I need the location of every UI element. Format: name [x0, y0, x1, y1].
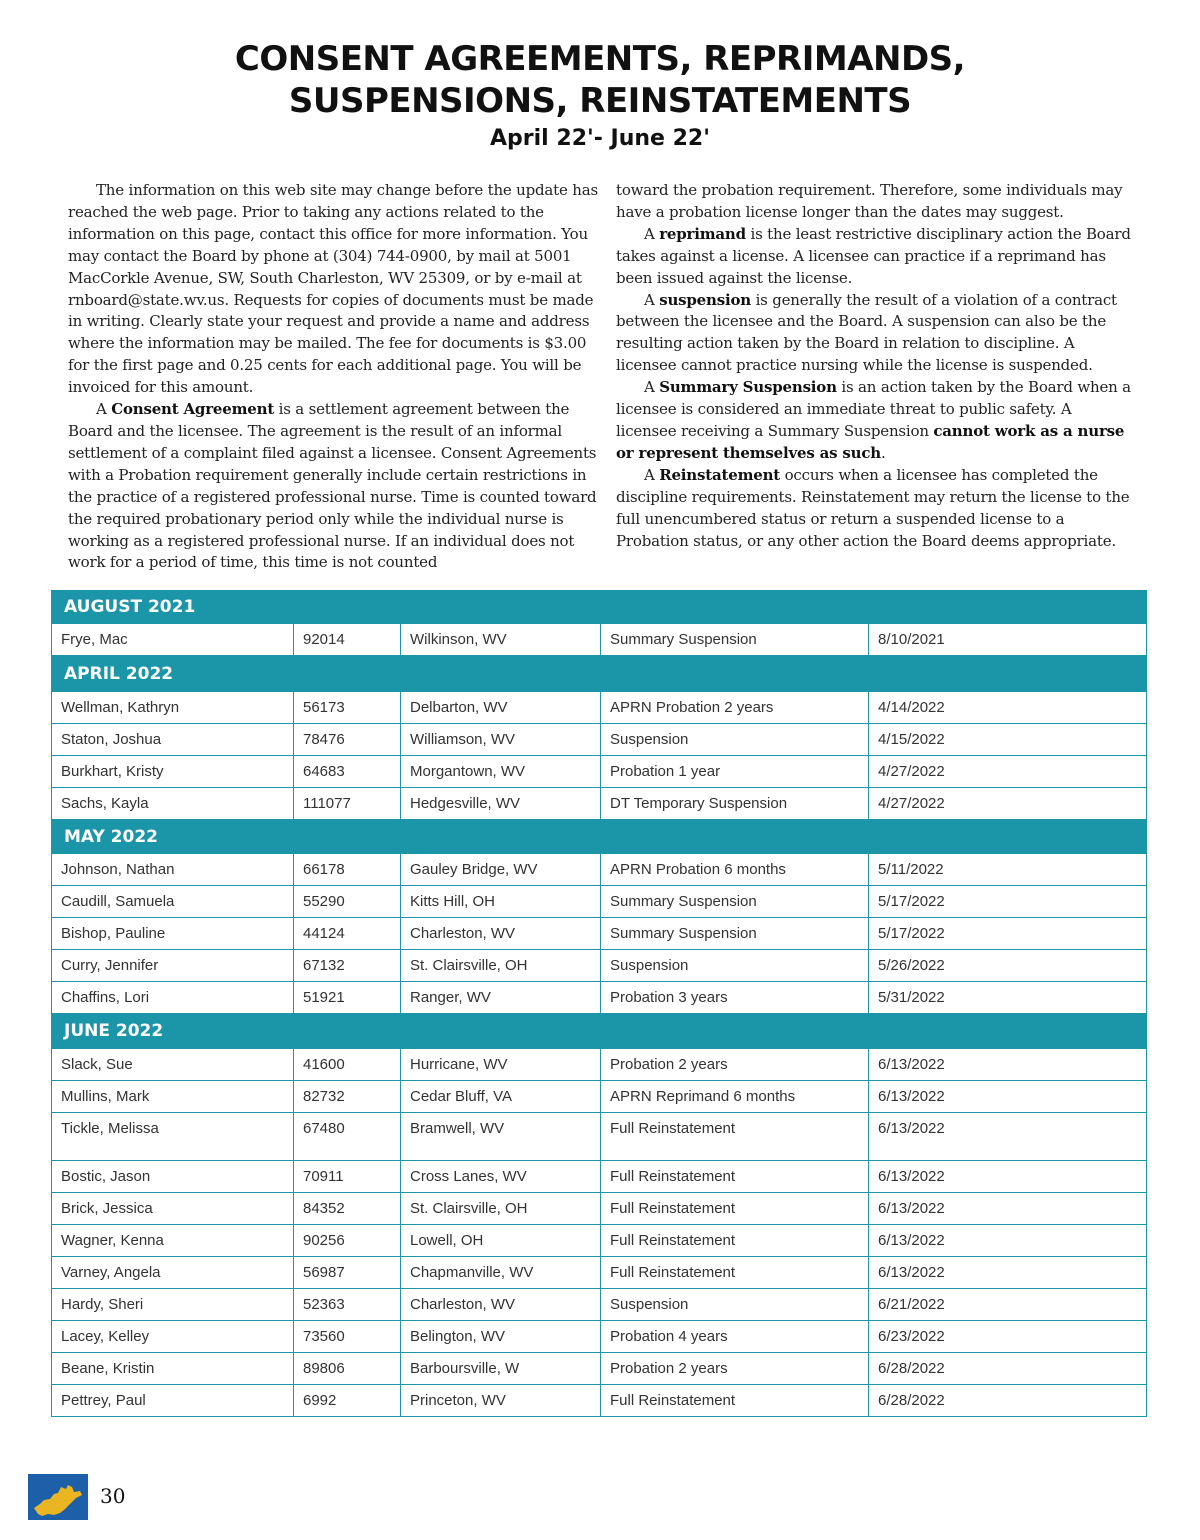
cell-license: 92014 — [294, 624, 401, 656]
cell-city: Williamson, WV — [401, 724, 601, 756]
cell-action: DT Temporary Suspension — [601, 788, 869, 820]
cell-city: Kitts Hill, OH — [401, 886, 601, 918]
cell-date: 6/13/2022 — [869, 1113, 1147, 1161]
cell-license: 6992 — [294, 1385, 401, 1417]
intro-column-right — [616, 180, 1136, 552]
term-summary-suspension: Summary Suspension — [659, 378, 837, 397]
table-row — [52, 1257, 1147, 1289]
cell-city: St. Clairsville, OH — [401, 1193, 601, 1225]
cell-license: 67132 — [294, 950, 401, 982]
term-reinstatement: Reinstatement — [659, 465, 781, 484]
section-heading: JUNE 2022 — [52, 1014, 1147, 1049]
cell-date: 6/13/2022 — [869, 1081, 1147, 1113]
intro-paragraph-consent-agreement: A Consent Agreement is a settlement agreement between the Board and the licensee. The agreement is the result of an informal settlement of a complaint filed against a licensee. Consent Agreements with a Probation requirement generally include certain restrictions in the practice of a registered professional nurse. Time is counted toward the required probationary period only while the individual nurse is working as a registered professional nurse. If an individual does not work for a period of time, this time is not counted — [68, 400, 597, 572]
cell-city: Gauley Bridge, WV — [401, 854, 601, 886]
cell-city: Barboursville, W — [401, 1353, 601, 1385]
cell-date: 5/11/2022 — [869, 854, 1147, 886]
date-range: April 22'- June 22' — [490, 126, 710, 151]
table-row — [52, 982, 1147, 1014]
cell-license: 84352 — [294, 1193, 401, 1225]
cell-name: Brick, Jessica — [52, 1193, 294, 1225]
cell-action: Suspension — [601, 1289, 869, 1321]
cell-city: Delbarton, WV — [401, 692, 601, 724]
title-line-2: SUSPENSIONS, REINSTATEMENTS — [288, 81, 912, 121]
cell-license: 67480 — [294, 1113, 401, 1161]
table-row — [52, 854, 1147, 886]
cell-city: St. Clairsville, OH — [401, 950, 601, 982]
cell-name: Pettrey, Paul — [52, 1385, 294, 1417]
cell-date: 6/21/2022 — [869, 1289, 1147, 1321]
cell-date: 6/13/2022 — [869, 1225, 1147, 1257]
cell-date: 6/13/2022 — [869, 1049, 1147, 1081]
cell-name: Frye, Mac — [52, 624, 294, 656]
cell-license: 89806 — [294, 1353, 401, 1385]
cell-action: Suspension — [601, 724, 869, 756]
cell-city: Morgantown, WV — [401, 756, 601, 788]
cell-license: 70911 — [294, 1161, 401, 1193]
cell-name: Slack, Sue — [52, 1049, 294, 1081]
cell-date: 6/13/2022 — [869, 1193, 1147, 1225]
table-row — [52, 1225, 1147, 1257]
cell-name: Varney, Angela — [52, 1257, 294, 1289]
cell-city: Princeton, WV — [401, 1385, 601, 1417]
cell-action: APRN Probation 2 years — [601, 692, 869, 724]
cell-city: Charleston, WV — [401, 1289, 601, 1321]
cell-city: Ranger, WV — [401, 982, 601, 1014]
cell-action: Full Reinstatement — [601, 1193, 869, 1225]
table-row — [52, 886, 1147, 918]
cell-license: 82732 — [294, 1081, 401, 1113]
cell-city: Chapmanville, WV — [401, 1257, 601, 1289]
table-row — [52, 1113, 1147, 1161]
cell-name: Mullins, Mark — [52, 1081, 294, 1113]
cell-action: Full Reinstatement — [601, 1257, 869, 1289]
section-header — [52, 591, 1147, 624]
cell-date: 6/28/2022 — [869, 1353, 1147, 1385]
page-title — [0, 38, 1200, 122]
cell-license: 64683 — [294, 756, 401, 788]
cell-name: Sachs, Kayla — [52, 788, 294, 820]
cell-license: 41600 — [294, 1049, 401, 1081]
section-header — [52, 820, 1147, 854]
cell-date: 5/31/2022 — [869, 982, 1147, 1014]
cell-license: 111077 — [294, 788, 401, 820]
cell-action: Probation 2 years — [601, 1353, 869, 1385]
cell-action: Probation 1 year — [601, 756, 869, 788]
west-virginia-state-map-icon — [28, 1474, 88, 1520]
cell-city: Bramwell, WV — [401, 1113, 601, 1161]
table-row — [52, 1081, 1147, 1113]
intro-paragraph-reprimand: A reprimand is the least restrictive disciplinary action the Board takes against a license. A licensee can practice if a reprimand has been issued against the license. — [616, 224, 1131, 287]
cell-name: Chaffins, Lori — [52, 982, 294, 1014]
term-reprimand: reprimand — [659, 224, 746, 243]
intro-paragraph-summary-suspension: A Summary Suspension is an action taken by the Board when a licensee is considered an immediate threat to public safety. A licensee receiving a Summary Suspension cannot work as a nurse or represent themselves as such. — [616, 378, 1131, 462]
cell-action: APRN Reprimand 6 months — [601, 1081, 869, 1113]
table-row — [52, 1321, 1147, 1353]
cell-city: Hedgesville, WV — [401, 788, 601, 820]
cell-date: 6/13/2022 — [869, 1161, 1147, 1193]
table-row — [52, 724, 1147, 756]
cell-date: 6/28/2022 — [869, 1385, 1147, 1417]
section-header — [52, 656, 1147, 692]
cell-name: Curry, Jennifer — [52, 950, 294, 982]
cell-date: 4/27/2022 — [869, 756, 1147, 788]
section-heading: APRIL 2022 — [52, 656, 1147, 692]
table-row — [52, 950, 1147, 982]
cell-action: APRN Probation 6 months — [601, 854, 869, 886]
cell-name: Lacey, Kelley — [52, 1321, 294, 1353]
section-heading: AUGUST 2021 — [52, 591, 1147, 624]
intro-column-left — [68, 180, 598, 574]
cell-action: Full Reinstatement — [601, 1113, 869, 1161]
cell-date: 4/27/2022 — [869, 788, 1147, 820]
cell-license: 90256 — [294, 1225, 401, 1257]
discipline-table — [51, 590, 1147, 1417]
table-row — [52, 1385, 1147, 1417]
title-line-1: CONSENT AGREEMENTS, REPRIMANDS, — [234, 39, 966, 79]
cell-city: Wilkinson, WV — [401, 624, 601, 656]
cell-name: Wagner, Kenna — [52, 1225, 294, 1257]
cell-action: Suspension — [601, 950, 869, 982]
cell-date: 5/26/2022 — [869, 950, 1147, 982]
cell-name: Beane, Kristin — [52, 1353, 294, 1385]
cell-city: Lowell, OH — [401, 1225, 601, 1257]
cell-license: 78476 — [294, 724, 401, 756]
intro-paragraph-continued: toward the probation requirement. Therefore, some individuals may have a probation license longer than the dates may suggest. — [616, 181, 1123, 221]
cell-license: 73560 — [294, 1321, 401, 1353]
cell-date: 8/10/2021 — [869, 624, 1147, 656]
term-suspension: suspension — [659, 290, 751, 309]
cell-name: Bishop, Pauline — [52, 918, 294, 950]
table-row — [52, 1161, 1147, 1193]
cell-name: Staton, Joshua — [52, 724, 294, 756]
cell-name: Hardy, Sheri — [52, 1289, 294, 1321]
section-heading: MAY 2022 — [52, 820, 1147, 854]
intro-paragraph-reinstatement: A Reinstatement occurs when a licensee has completed the discipline requirements. Reinstatement may return the license to the full unencumbered status or return a suspended license to a Probation status, or any other action the Board deems appropriate. — [616, 465, 1130, 550]
table-row — [52, 918, 1147, 950]
cell-action: Probation 2 years — [601, 1049, 869, 1081]
cell-license: 51921 — [294, 982, 401, 1014]
cell-date: 5/17/2022 — [869, 886, 1147, 918]
table-row — [52, 624, 1147, 656]
cell-date: 5/17/2022 — [869, 918, 1147, 950]
cell-city: Charleston, WV — [401, 918, 601, 950]
table-row — [52, 692, 1147, 724]
cell-license: 52363 — [294, 1289, 401, 1321]
summary-suspension-warning: cannot work as a nurse or represent themselves as such — [616, 421, 1125, 462]
cell-date: 6/13/2022 — [869, 1257, 1147, 1289]
cell-name: Johnson, Nathan — [52, 854, 294, 886]
cell-action: Summary Suspension — [601, 918, 869, 950]
cell-name: Caudill, Samuela — [52, 886, 294, 918]
table-row — [52, 788, 1147, 820]
cell-action: Full Reinstatement — [601, 1225, 869, 1257]
cell-action: Full Reinstatement — [601, 1161, 869, 1193]
table-row — [52, 1193, 1147, 1225]
cell-city: Hurricane, WV — [401, 1049, 601, 1081]
cell-city: Cross Lanes, WV — [401, 1161, 601, 1193]
section-header — [52, 1014, 1147, 1049]
table-row — [52, 1289, 1147, 1321]
page-number: 30 — [100, 1484, 126, 1508]
cell-city: Belington, WV — [401, 1321, 601, 1353]
cell-date: 6/23/2022 — [869, 1321, 1147, 1353]
cell-license: 66178 — [294, 854, 401, 886]
table-row — [52, 1353, 1147, 1385]
table-row — [52, 1049, 1147, 1081]
cell-name: Bostic, Jason — [52, 1161, 294, 1193]
cell-date: 4/15/2022 — [869, 724, 1147, 756]
cell-name: Wellman, Kathryn — [52, 692, 294, 724]
cell-name: Tickle, Melissa — [52, 1113, 294, 1161]
cell-city: Cedar Bluff, VA — [401, 1081, 601, 1113]
cell-license: 55290 — [294, 886, 401, 918]
term-consent-agreement: Consent Agreement — [111, 400, 275, 419]
cell-action: Probation 4 years — [601, 1321, 869, 1353]
cell-license: 56987 — [294, 1257, 401, 1289]
cell-license: 44124 — [294, 918, 401, 950]
cell-action: Full Reinstatement — [601, 1385, 869, 1417]
cell-action: Probation 3 years — [601, 982, 869, 1014]
intro-paragraph-contact: The information on this web site may change before the update has reached the web page. Prior to taking any actions related to the information on this page, contact this office for more information. You may contact the Board by phone at (304) 744-0900, by mail at 5001 MacCorkle Avenue, SW, South Charleston, WV 25309, or by e-mail at rnboard@state.wv.us. Requests for copies of documents must be made in writing. Clearly state your request and provide a name and address where the information may be mailed. The fee for documents is $3.00 for the first page and 0.25 cents for each additional page. You will be invoiced for this amount. — [68, 181, 598, 397]
cell-license: 56173 — [294, 692, 401, 724]
intro-paragraph-suspension: A suspension is generally the result of a violation of a contract between the licensee and the Board. A suspension can also be the resulting action taken by the Board in relation to discipline. A licensee cannot practice nursing while the license is suspended. — [616, 290, 1117, 375]
cell-action: Summary Suspension — [601, 886, 869, 918]
cell-name: Burkhart, Kristy — [52, 756, 294, 788]
table-row — [52, 756, 1147, 788]
cell-action: Summary Suspension — [601, 624, 869, 656]
cell-date: 4/14/2022 — [869, 692, 1147, 724]
